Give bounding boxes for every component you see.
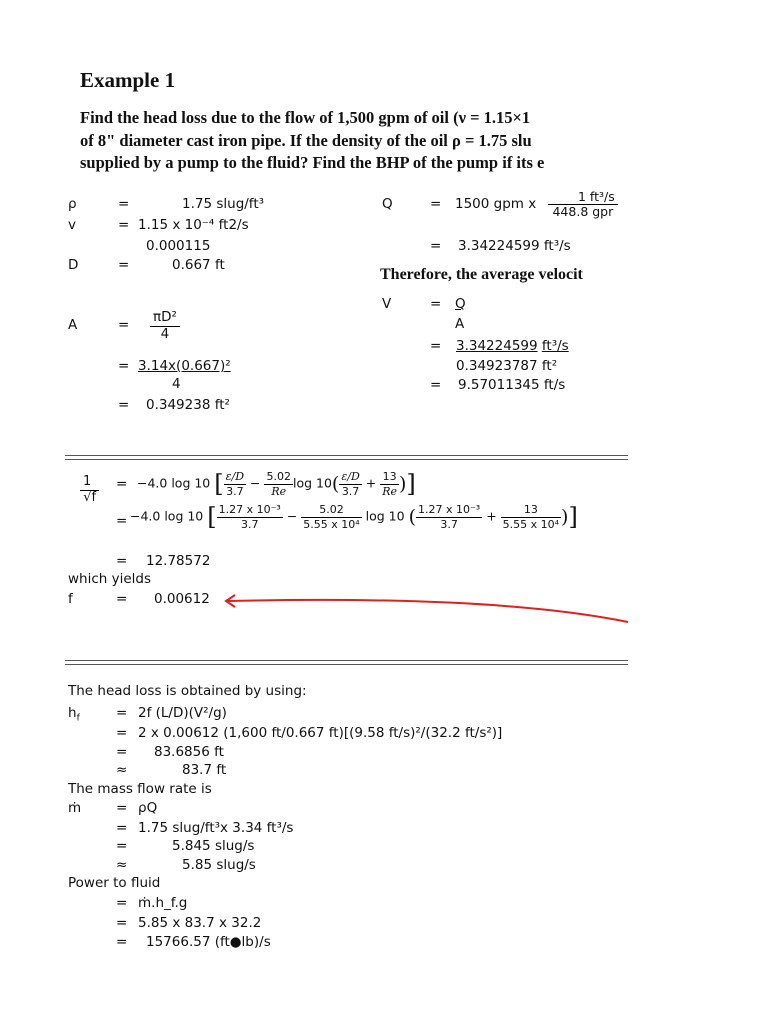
hf-h: h [68,705,77,721]
t3-den: 3.7 [341,484,360,498]
sub-paren-open-icon: ( [408,506,416,528]
mf-line-2: 5.845 slug/s [172,838,255,854]
t3-num: ε/D [341,470,360,484]
annotation-arrow [220,590,632,630]
d-eq: = [118,257,130,273]
hf-symbol [68,705,80,724]
paren-open-icon: ( [331,473,340,495]
q-result: 3.34224599 ft³/s [458,238,571,254]
massflow-intro: The mass flow rate is [68,781,212,797]
hl-line-3: 83.7 ft [182,762,227,778]
friction-result-eq: = [116,553,128,569]
s2-den: 5.55 x 10⁴ [303,517,360,531]
v-step-num-value: 3.34224599 [456,338,538,354]
q-symbol: Q [382,196,393,212]
s3-num: 1.27 x 10⁻³ [418,503,481,517]
hl-eq-0: = [116,705,128,721]
nu-decimal: 0.000115 [146,238,211,254]
s2-num: 5.02 [301,503,361,517]
friction-lhs-num: 1 [80,475,99,491]
mf-line-1: 1.75 slug/ft³x 3.34 ft³/s [138,820,294,836]
headloss-intro: The head loss is obtained by using: [68,683,307,699]
v-step-num [456,338,569,354]
pw-line-1: 5.85 x 83.7 x 32.2 [138,915,262,931]
inner-log: log 10 [292,475,332,491]
rho-symbol: ρ [68,196,77,212]
velocity-heading: Therefore, the average velocit [380,266,583,283]
pw-line-2: 15766.57 (ft●lb)/s [146,934,271,950]
paren-close-icon: ) [399,473,407,495]
bracket-open-icon: [ [214,470,224,498]
v-den: A [455,316,465,332]
hl-eq-3: ≈ [116,762,128,778]
sub-paren-close-icon: ) [561,506,569,528]
s1-den: 3.7 [240,517,259,531]
s4-num: 13 [501,503,561,517]
nu-value: 1.15 x 10⁻⁴ ft2/s [138,217,249,233]
hl-eq-1: = [116,725,128,741]
q-result-eq: = [430,238,442,254]
pw-eq-0: = [116,895,128,911]
colebrook-coef: −4.0 log 10 [137,475,211,491]
rho-eq: = [118,196,130,212]
sub-bracket-close-icon: ] [568,503,578,531]
arrow-line [228,600,628,622]
s3-den: 3.7 [440,517,458,531]
t2-den: Re [271,484,287,498]
colebrook-formula: −4.0 log 10 [ $\frac{\varepsilon/D}{3.7}$ − $\frac{5.02}{Re}$ log 10( $\frac{\varepsilon/D}{3.7}$ + $\frac{13}{Re}$ )] [137,470,416,498]
hl-eq-2: = [116,744,128,760]
d-symbol: D [68,257,79,273]
v-result-eq: = [430,377,442,393]
v-step-eq: = [430,338,442,354]
t1-den: 3.7 [226,484,244,498]
f-value: 0.00612 [154,591,210,607]
v-step-num-unit: ft³/s [541,338,569,354]
s4-den: 5.55 x 10⁴ [502,517,560,531]
s1-num: 1.27 x 10⁻³ [218,503,281,517]
problem-line-2: of 8" diameter cast iron pipe. If the density of the oil ρ = 1.75 slu [80,131,532,150]
friction-result: 12.78572 [146,553,211,569]
pw-eq-1: = [116,915,128,931]
section-divider-1 [65,455,628,460]
mdot-symbol: ṁ [68,800,82,816]
v-eq: = [430,296,442,312]
problem-line-3: supplied by a pump to the fluid? Find the BHP of the pump if its e [80,153,545,172]
mf-line-3: 5.85 slug/s [182,857,256,873]
bracket-close-icon: ] [406,470,416,498]
mf-eq-3: ≈ [116,857,128,873]
hl-line-0: 2f (L/D)(V²/g) [138,705,227,721]
pw-line-0: ṁ.h_f.g [138,895,188,911]
rho-value: 1.75 slug/ft³ [182,196,265,212]
hf-sub: f [76,713,80,724]
mf-line-0: ρQ [138,800,158,816]
v-num: Q [455,296,466,312]
pw-eq-2: = [116,934,128,950]
a-result: 0.349238 ft² [146,397,230,413]
f-symbol: f [68,591,73,607]
t1-num: ε/D [225,470,245,484]
v-result: 9.57011345 ft/s [458,377,566,393]
friction-sub-eq: = [116,513,128,529]
v-step-den: 0.34923787 ft² [456,358,558,374]
sub-coef: −4.0 log 10 [130,508,204,524]
sub-bracket-open-icon: [ [207,503,217,531]
mf-eq-0: = [116,800,128,816]
sub-inner-log: log 10 [365,508,405,524]
q-eq: = [430,196,442,212]
a-formula-num: πD² [150,310,180,327]
v-symbol: V [382,296,392,312]
a-eq: = [118,317,130,333]
a-result-eq: = [118,397,130,413]
a-step2-eq: = [118,358,130,374]
nu-eq: = [118,217,130,233]
mf-eq-2: = [116,838,128,854]
t2-num: 5.02 [266,470,291,484]
a-step2-num: 3.14x(0.667)² [138,358,231,374]
q-conversion [548,190,628,220]
q-conv-num: 1 ft³/s [548,190,618,205]
problem-line-1: Find the head loss due to the flow of 1,500 gpm of oil (ν = 1.15×1 [80,108,531,127]
which-yields: which yields [68,571,152,587]
hl-line-1: 2 x 0.00612 (1,600 ft/0.667 ft)[(9.58 ft/s)²/(32.2 ft/s²)] [138,725,503,741]
a-formula [150,310,180,342]
a-step2-den: 4 [172,376,181,392]
hl-line-2: 83.6856 ft [154,744,224,760]
section-divider-2 [65,660,628,665]
friction-lhs-den: √f [83,489,97,505]
friction-lhs [80,475,99,506]
d-value: 0.667 ft [172,257,225,273]
power-intro: Power to fluid [68,875,161,891]
q-value: 1500 gpm x [455,196,537,212]
example-title: Example 1 [80,68,176,92]
nu-symbol: v [68,217,76,233]
friction-eq: = [116,476,128,492]
a-symbol: A [68,317,78,333]
colebrook-substituted: −4.0 log 10 [ $\frac{\text{1.27 x 10⁻³}}{3.7}$ − $\frac{5.02}{\text{5.55 x 10⁴}}$ log 10 ( $\frac{\text{1.27 x 10⁻³}}{3.7}$ + $\frac{13}{\text{5.55 x 10⁴}}$ )] [130,503,578,531]
t4-num: 13 [380,470,399,484]
f-eq: = [116,591,128,607]
a-formula-den: 4 [160,325,170,342]
mf-eq-1: = [116,820,128,836]
t4-den: Re [382,484,397,498]
q-conv-den: 448.8 gpr [552,204,614,220]
